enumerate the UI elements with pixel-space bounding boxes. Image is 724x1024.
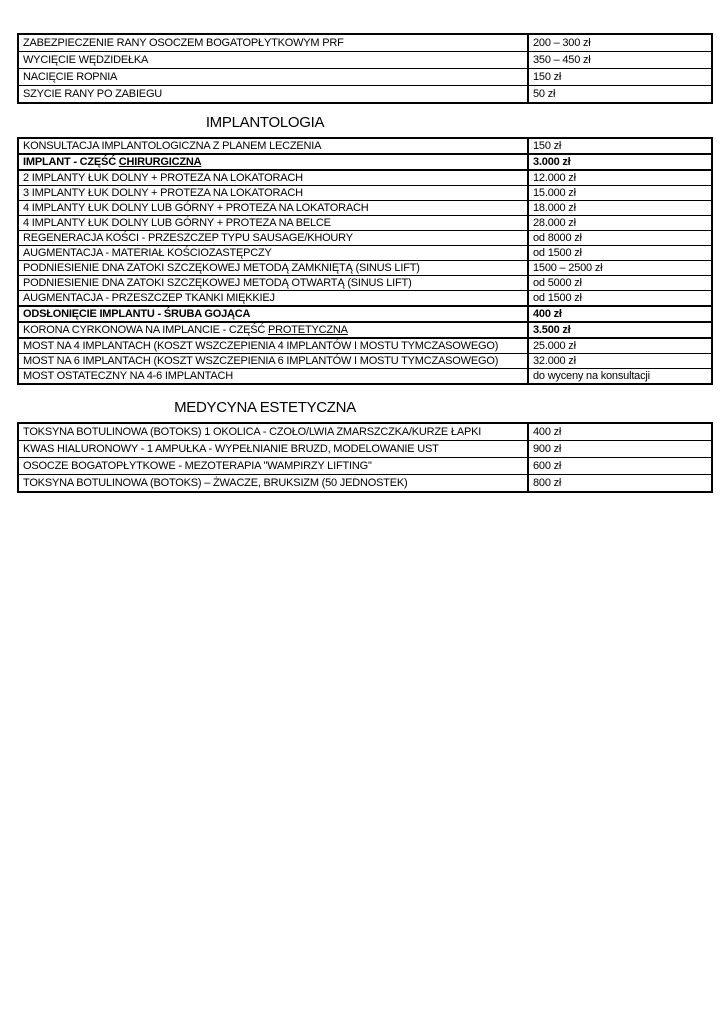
- price-cell: od 5000 zł: [528, 276, 712, 291]
- underlined-term: CHIRURGICZNA: [118, 156, 202, 168]
- price-cell: 400 zł: [528, 306, 712, 322]
- price-cell: 25.000 zł: [528, 338, 712, 354]
- price-table-row: [18, 306, 712, 322]
- price-cell: 15.000 zł: [528, 186, 712, 201]
- procedure-name-cell: TOKSYNA BOTULINOWA (BOTOKS) – ŻWACZE, BRUKSIZM (50 JEDNOSTEK): [18, 475, 528, 493]
- section-surgery-misc: [17, 33, 724, 104]
- procedure-name-cell: REGENERACJA KOŚCI - PRZESZCZEP TYPU SAUSAGE/KHOURY: [18, 231, 528, 246]
- price-table-medycyna-estetyczna: [17, 422, 713, 493]
- procedure-name-cell: MOST OSTATECZNY NA 4-6 IMPLANTACH: [18, 369, 528, 385]
- price-cell: 1500 – 2500 zł: [528, 261, 712, 276]
- section-title-medycyna-estetyczna: MEDYCYNA ESTETYCZNA: [174, 399, 356, 416]
- price-table-row: [18, 52, 712, 69]
- price-cell: 800 zł: [528, 475, 712, 493]
- procedure-name-cell: PODNIESIENIE DNA ZATOKI SZCZĘKOWEJ METODĄ OTWARTĄ (SINUS LIFT): [18, 276, 528, 291]
- price-cell: do wyceny na konsultacji: [528, 369, 712, 385]
- price-cell: 900 zł: [528, 441, 712, 458]
- procedure-name-cell: ODSŁONIĘCIE IMPLANTU - ŚRUBA GOJĄCA: [18, 306, 528, 322]
- price-cell: 150 zł: [528, 138, 712, 154]
- procedure-name-cell: AUGMENTACJA - PRZESZCZEP TKANKI MIĘKKIEJ: [18, 291, 528, 307]
- price-table-row: [18, 69, 712, 86]
- price-table-row: [18, 246, 712, 261]
- price-cell: 350 – 450 zł: [528, 52, 712, 69]
- price-table-row: [18, 423, 712, 441]
- price-cell: 28.000 zł: [528, 216, 712, 231]
- price-cell: 3.000 zł: [528, 154, 712, 170]
- procedure-name-cell: MOST NA 4 IMPLANTACH (KOSZT WSZCZEPIENIA 4 IMPLANTÓW I MOSTU TYMCZASOWEGO): [18, 338, 528, 354]
- procedure-name-cell: NACIĘCIE ROPNIA: [18, 69, 528, 86]
- price-table-row: [18, 291, 712, 307]
- price-cell: 600 zł: [528, 458, 712, 475]
- price-cell: 50 zł: [528, 86, 712, 104]
- underlined-term: PROTETYCZNA: [268, 324, 348, 336]
- price-table-row: [18, 186, 712, 201]
- procedure-name-cell: 4 IMPLANTY ŁUK DOLNY LUB GÓRNY + PROTEZA NA BELCE: [18, 216, 528, 231]
- price-table-implantologia: [17, 137, 713, 385]
- price-cell: 18.000 zł: [528, 201, 712, 216]
- section-implantologia: [17, 113, 724, 385]
- price-table-row: [18, 475, 712, 493]
- price-table-row: [18, 458, 712, 475]
- procedure-name-cell: KONSULTACJA IMPLANTOLOGICZNA Z PLANEM LECZENIA: [18, 138, 528, 154]
- price-table-row: [18, 231, 712, 246]
- price-table-row: [18, 138, 712, 154]
- price-table-row: [18, 369, 712, 385]
- procedure-name-cell: OSOCZE BOGATOPŁYTKOWE - MEZOTERAPIA "WAMPIRZY LIFTING": [18, 458, 528, 475]
- price-cell: 12.000 zł: [528, 170, 712, 186]
- section-medycyna-estetyczna: [17, 398, 724, 493]
- price-cell: od 1500 zł: [528, 246, 712, 261]
- price-table-row: [18, 154, 712, 170]
- price-table-row: [18, 170, 712, 186]
- price-cell: od 8000 zł: [528, 231, 712, 246]
- procedure-name-cell: SZYCIE RANY PO ZABIEGU: [18, 86, 528, 104]
- price-table-row: [18, 322, 712, 338]
- price-cell: od 1500 zł: [528, 291, 712, 307]
- price-table-row: [18, 86, 712, 104]
- procedure-name-cell: MOST NA 6 IMPLANTACH (KOSZT WSZCZEPIENIA 6 IMPLANTÓW I MOSTU TYMCZASOWEGO): [18, 354, 528, 369]
- procedure-name-cell: WYCIĘCIE WĘDZIDEŁKA: [18, 52, 528, 69]
- procedure-name-cell: 3 IMPLANTY ŁUK DOLNY + PROTEZA NA LOKATORACH: [18, 186, 528, 201]
- procedure-name-cell: ZABEZPIECZENIE RANY OSOCZEM BOGATOPŁYTKOWYM PRF: [18, 34, 528, 52]
- price-cell: 3.500 zł: [528, 322, 712, 338]
- price-table-row: [18, 354, 712, 369]
- procedure-name-cell: TOKSYNA BOTULINOWA (BOTOKS) 1 OKOLICA - CZOŁO/LWIA ZMARSZCZKA/KURZE ŁAPKI: [18, 423, 528, 441]
- price-table-row: [18, 338, 712, 354]
- price-cell: 32.000 zł: [528, 354, 712, 369]
- procedure-name-cell: 4 IMPLANTY ŁUK DOLNY LUB GÓRNY + PROTEZA NA LOKATORACH: [18, 201, 528, 216]
- price-table-row: [18, 216, 712, 231]
- price-cell: 150 zł: [528, 69, 712, 86]
- procedure-name-cell: IMPLANT - CZĘŚĆ CHIRURGICZNA: [18, 154, 528, 170]
- price-cell: 400 zł: [528, 423, 712, 441]
- procedure-name-cell: AUGMENTACJA - MATERIAŁ KOŚCIOZASTĘPCZY: [18, 246, 528, 261]
- price-table-row: [18, 261, 712, 276]
- price-table-row: [18, 34, 712, 52]
- procedure-name-cell: 2 IMPLANTY ŁUK DOLNY + PROTEZA NA LOKATORACH: [18, 170, 528, 186]
- procedure-name-cell: KWAS HIALURONOWY - 1 AMPUŁKA - WYPEŁNIANIE BRUZD, MODELOWANIE UST: [18, 441, 528, 458]
- price-table-row: [18, 276, 712, 291]
- price-table-row: [18, 441, 712, 458]
- section-title-implantologia: IMPLANTOLOGIA: [205, 114, 325, 131]
- price-list-content: [0, 0, 724, 493]
- price-cell: 200 – 300 zł: [528, 34, 712, 52]
- price-table-row: [18, 201, 712, 216]
- procedure-name-cell: PODNIESIENIE DNA ZATOKI SZCZĘKOWEJ METODĄ ZAMKNIĘTĄ (SINUS LIFT): [18, 261, 528, 276]
- price-table-surgery: [17, 33, 713, 104]
- procedure-name-cell: KORONA CYRKONOWA NA IMPLANCIE - CZĘŚĆ PROTETYCZNA: [18, 322, 528, 338]
